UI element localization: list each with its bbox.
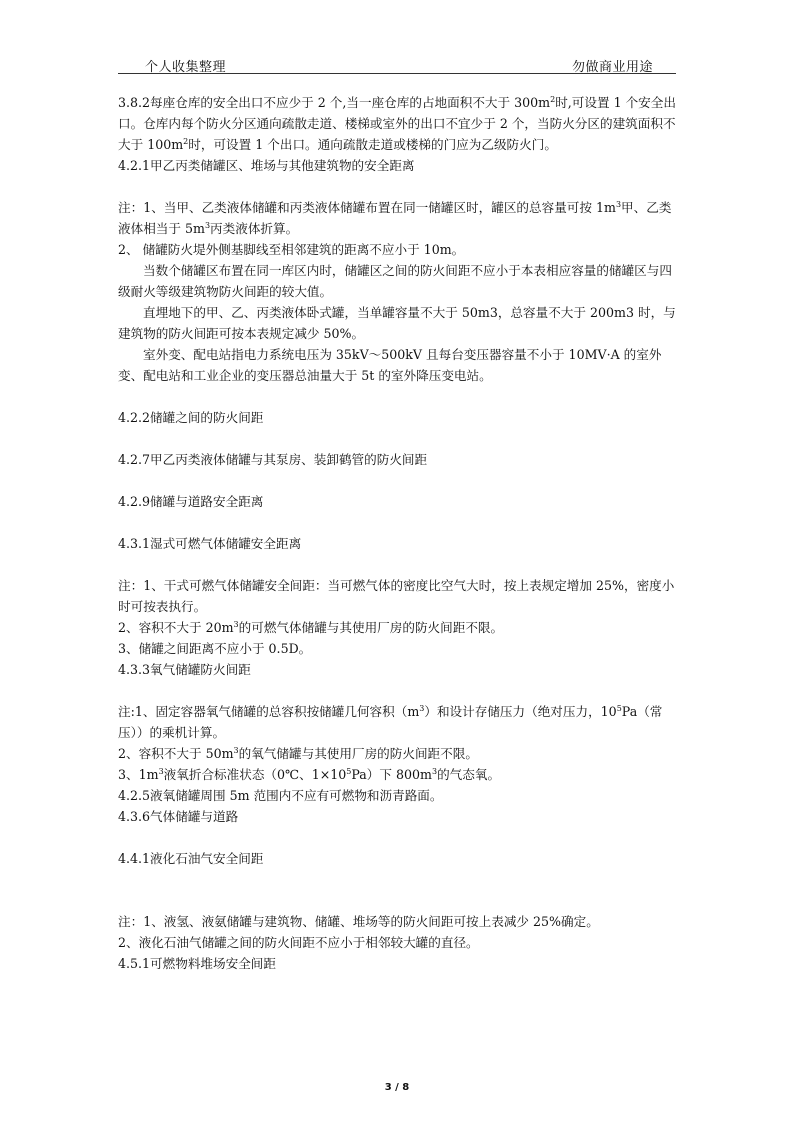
lpg-note-2: 2、液化石油气储罐之间的防火间距不应小于相邻较大罐的直径。 (118, 935, 479, 950)
heading-4-2-9: 4.2.9储罐与道路安全距离 (118, 494, 264, 509)
page-number: 3 / 8 (384, 1082, 410, 1093)
note-4: 直埋地下的甲、乙、丙类液体卧式罐，当单罐容量不大于 50m3，总容量不大于 200m3 时，与建筑物的防火间距可按本表规定减少 50%。 (118, 305, 676, 341)
spacer (118, 428, 680, 449)
lpg-note-1: 注：1、液氢、液氨储罐与建筑物、储罐、堆场等的防火间距可按上表减少 25%确定。 (118, 914, 599, 929)
header-divider (118, 73, 676, 74)
oxygen-note-3: 3、$1m^3$液氧折合标准状态（0℃、$1\times 10^5Pa$）下 $800m^3$的气态氧。 (118, 766, 501, 782)
gas-note-2: 2、容积不大于 $20m^3$的可燃气体储罐与其使用厂房的防火间距不限。 (118, 619, 504, 635)
header-right-text: 勿做商业用途 (572, 60, 654, 75)
spacer (118, 176, 680, 197)
gas-note-1: 注：1、干式可燃气体储罐安全间距：当可燃气体的密度比空气大时，按上表规定增加 25%，密度小时可按表执行。 (118, 578, 675, 614)
note-2: 2、 储罐防火堤外侧基脚线至相邻建筑的距离不应小于 10m。 (118, 242, 465, 257)
spacer (118, 680, 680, 701)
note-5: 室外变、配电站指电力系统电压为 35kV～500kV 且每台变压器容量不小于 10MV·A 的室外变、配电站和工业企业的变压器总油量大于 5t 的室外降压变电站。 (118, 347, 662, 383)
spacer (118, 554, 680, 575)
heading-4-4-1: 4.4.1液化石油气安全间距 (118, 851, 264, 866)
header-left-text: 个人收集整理 (145, 60, 227, 75)
spacer (118, 512, 680, 533)
heading-4-2-7: 4.2.7甲乙丙类液体储罐与其泵房、装卸鹤管的防火间距 (118, 452, 428, 467)
spacer (118, 470, 680, 491)
heading-4-5-1: 4.5.1可燃物料堆场安全间距 (118, 956, 276, 971)
heading-4-3-1: 4.3.1湿式可燃气体储罐安全距离 (118, 536, 302, 551)
spacer (118, 386, 680, 407)
spacer (118, 827, 680, 848)
oxygen-note-2: 2、容积不大于 $50m^3$的氧气储罐与其使用厂房的防火间距不限。 (118, 745, 478, 761)
heading-4-2-1: 4.2.1甲乙丙类储罐区、堆场与其他建筑物的安全距离 (118, 158, 415, 173)
heading-4-3-6: 4.3.6气体储罐与道路 (118, 809, 239, 824)
oxygen-note-1: 注:1、固定容器氧气储罐的总容积按储罐几何容积$(m^3)$和设计存储压力（绝对压力，$10^5Pa$（常压））的乘机计算。 (118, 703, 663, 740)
paragraph-3-8-2: 3.8.2每座仓库的安全出口不应少于 2 个,当一座仓库的占地面积不大于 $300m^2$时,可设置 1 个安全出口。仓库内每个防火分区通向疏散走道、楼梯或室外的出口不宜少于 2 个，当防火分区的建筑面积不大于 $100m^2$时，可设置 1 个出口。通向疏散走道或楼梯的门应为乙级防火门。 (118, 94, 676, 152)
heading-4-3-3: 4.3.3氧气储罐防火间距 (118, 662, 251, 677)
note-3: 当数个储罐区布置在同一库区内时，储罐区之间的防火间距不应小于本表相应容量的储罐区与四级耐火等级建筑物防火间距的较大值。 (118, 263, 672, 299)
note-1: 注：1、当甲、乙类液体储罐和丙类液体储罐布置在同一储罐区时，罐区的总容量可按 $1m^3$甲、乙类液体相当于 $5m^3$丙类液体折算。 (118, 199, 672, 236)
heading-4-2-5: 4.2.5液氧储罐周围 5m 范围内不应有可燃物和沥青路面。 (118, 788, 443, 803)
heading-4-2-2: 4.2.2储罐之间的防火间距 (118, 410, 264, 425)
gas-note-3: 3、储罐之间距离不应小于 0.5D。 (118, 641, 312, 656)
document-body (118, 92, 680, 974)
spacer (118, 869, 680, 911)
